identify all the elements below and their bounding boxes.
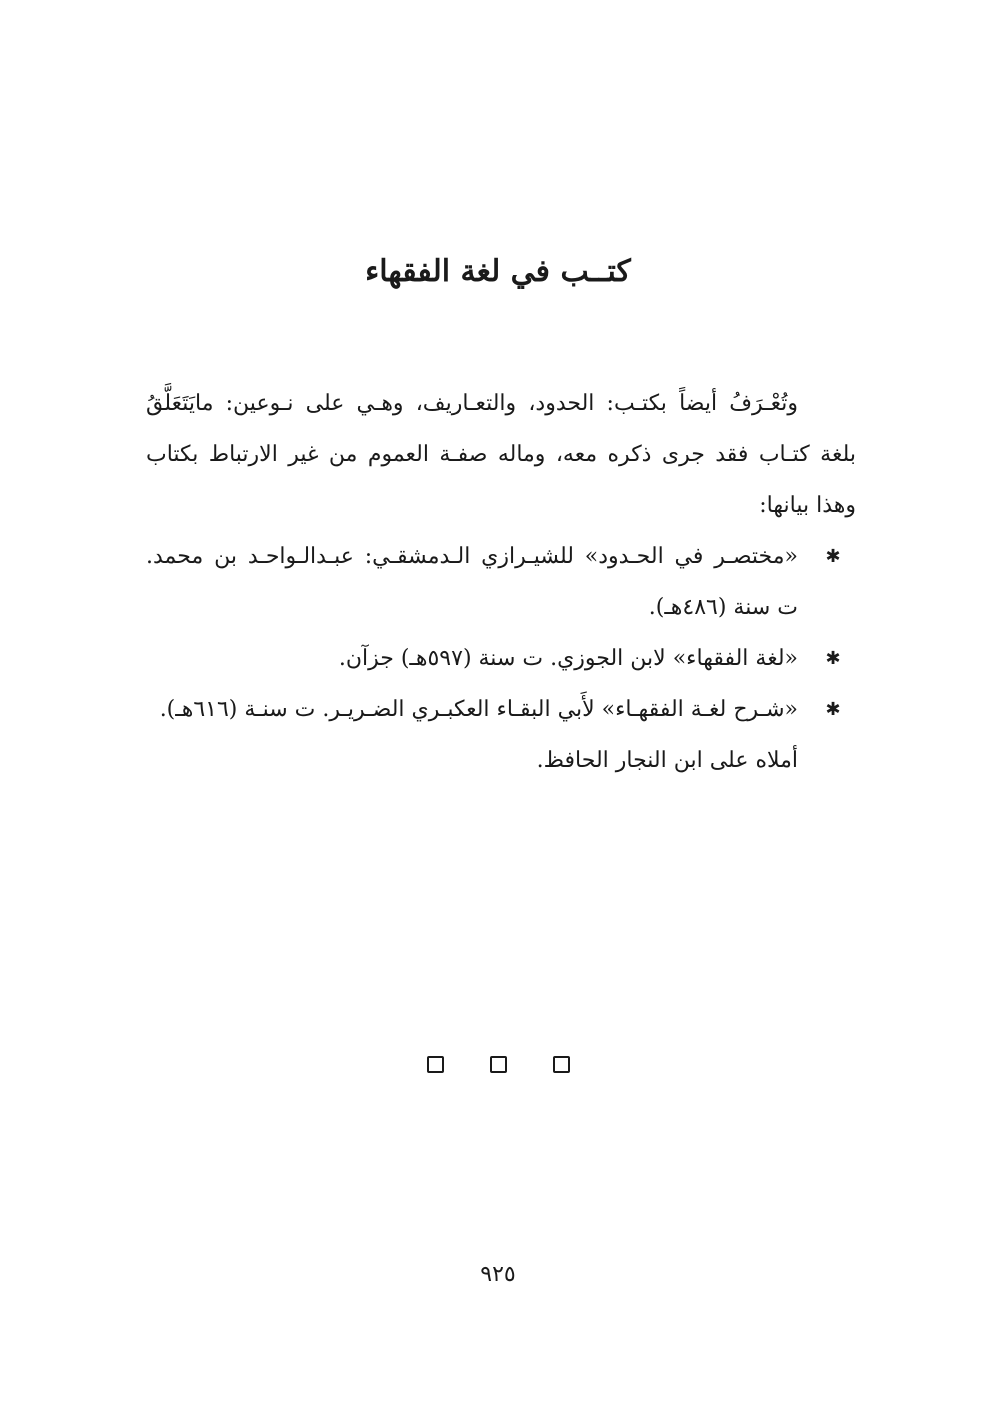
list-item [146, 531, 856, 633]
book-list [146, 531, 856, 735]
list-item [146, 684, 856, 735]
asterisk-bullet-icon: ✱ [825, 648, 841, 669]
square-ornament-icon [553, 1056, 570, 1073]
page-number: ٩٢٥ [480, 1262, 516, 1287]
page-title: كتــب في لغة الفقهاء [365, 254, 631, 289]
postscript-line: أملاه على ابن النجار الحافظ. [536, 748, 798, 773]
square-ornament-icon [490, 1056, 507, 1073]
section-end-ornament [0, 1056, 996, 1073]
main-text [146, 378, 856, 786]
square-ornament-icon [427, 1056, 444, 1073]
list-item-text: «لغة الفقهاء» لابن الجوزي. ت سنة (٥٩٧هـ) جزآن. [338, 646, 798, 671]
list-item [146, 633, 856, 684]
asterisk-bullet-icon: ✱ [825, 546, 841, 567]
list-item-text: «شـرح لغـة الفقهـاء» لأَبي البقـاء العكبـري الضـريـر. ت سنـة (٦١٦هـ). [159, 697, 798, 722]
intro-paragraph: وتُعْـرَفُ أيضاً بكتـب: الحدود، والتعـاريف، وهـي على نـوعين: مايَتَعَلَّقُ بلغة كتـاب فقد جرى ذكره معه، وماله صفـة العموم من غير الارتباط بكتاب وهذا بيانها: [146, 391, 856, 518]
list-item-text: «مختصـر في الحـدود» للشيـرازي الـدمشقـي: عبـدالـواحـد بن محمد. ت سنة (٤٨٦هـ). [146, 544, 798, 620]
asterisk-bullet-icon: ✱ [825, 699, 841, 720]
